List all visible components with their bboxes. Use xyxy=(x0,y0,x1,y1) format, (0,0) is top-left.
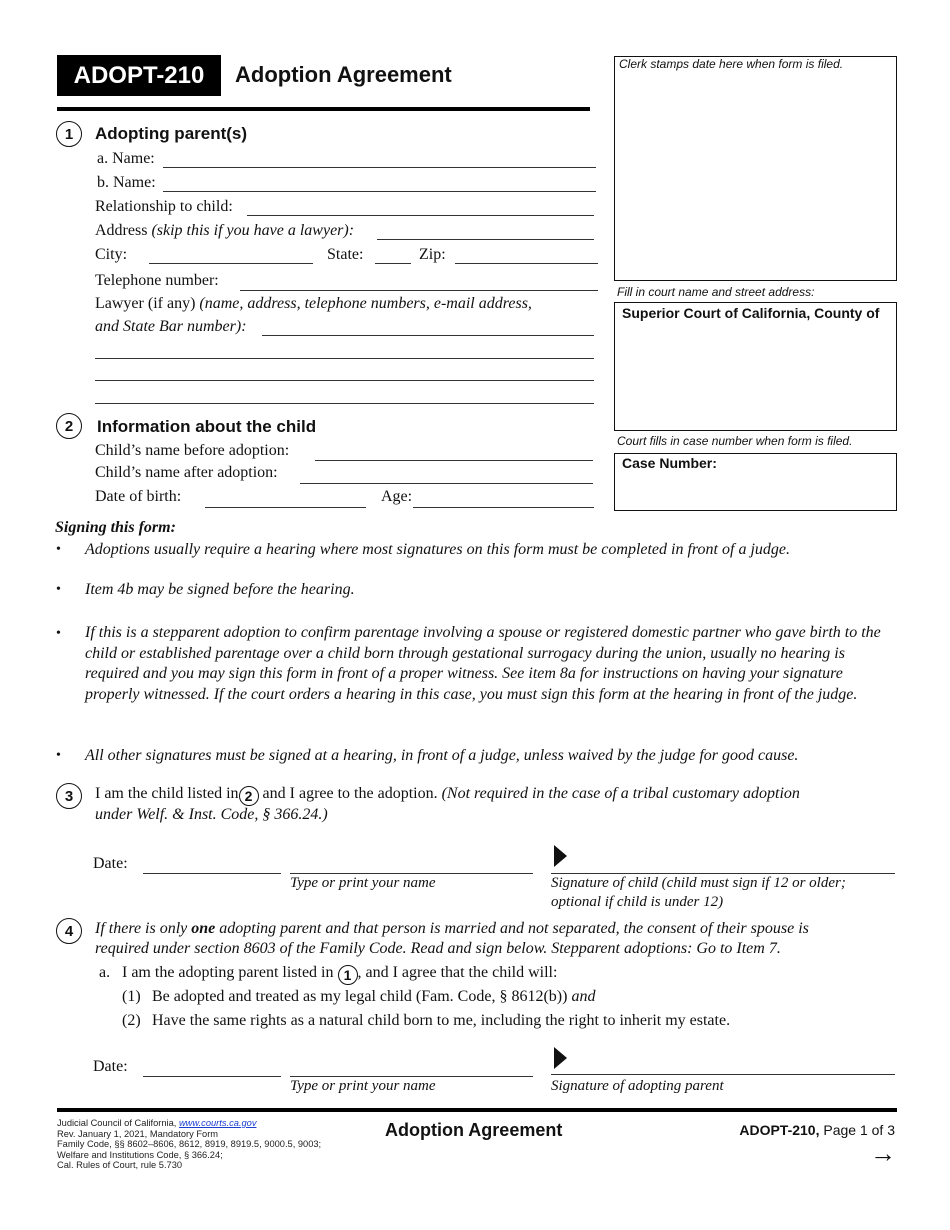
signing-heading: Signing this form: xyxy=(55,519,176,536)
lawyer-field-2[interactable] xyxy=(95,358,594,359)
spouse-consent-intro xyxy=(95,921,809,937)
item-4a-text-1: I am the adopting parent listed in xyxy=(122,964,334,981)
lawyer-field-3[interactable] xyxy=(95,380,594,381)
page-number: Page 1 of 3 xyxy=(823,1122,895,1138)
header-rule xyxy=(57,107,590,111)
child-signature-label-2: optional if child is under 12) xyxy=(551,894,724,910)
name-b-field[interactable] xyxy=(163,191,596,192)
next-page-arrow-icon[interactable]: → xyxy=(870,1138,896,1168)
item-4a2-text: Have the same rights as a natural child born to me, including the right to inherit my estate. xyxy=(152,1012,731,1029)
name-a-label: a. Name: xyxy=(97,150,155,167)
name-before-label: Child’s name before adoption: xyxy=(95,442,290,459)
item-ref-2: 2 xyxy=(239,786,259,806)
footer-rule xyxy=(57,1108,897,1112)
case-note: Court fills in case number when form is filed. xyxy=(617,434,853,448)
zip-field[interactable] xyxy=(455,263,598,264)
date-label-3: Date: xyxy=(93,855,128,872)
signing-bullet-1: Adoptions usually require a hearing where most signatures on this form must be completed in front of a judge. xyxy=(85,541,790,558)
item-4a-label: a. xyxy=(99,964,111,981)
signing-bullet-4: All other signatures must be signed at a hearing, in front of a judge, unless waived by the judge for good cause. xyxy=(85,747,799,764)
clerk-stamp-note: Clerk stamps date here when form is filed. xyxy=(619,57,844,71)
child-consent-text xyxy=(95,786,800,806)
form-id-badge: ADOPT-210 xyxy=(57,55,221,96)
item-number-2: 2 xyxy=(56,413,82,439)
sign-here-arrow-icon xyxy=(554,845,567,867)
dob-label: Date of birth: xyxy=(95,488,182,505)
item-number-3: 3 xyxy=(56,783,82,809)
bullet: • xyxy=(56,748,61,763)
state-field[interactable] xyxy=(375,263,411,264)
lawyer-text: Lawyer (if any) xyxy=(95,295,196,312)
telephone-label: Telephone number: xyxy=(95,272,219,289)
case-number-label: Case Number: xyxy=(622,455,717,471)
name-a-field[interactable] xyxy=(163,167,596,168)
signing-bullet-3: If this is a stepparent adoption to confirm parentage involving a spouse or registered domestic partner who gave birth to the child or established parentage over a child born through gestational surrogacy during the union, usually no hearing is required and you may sign this form in front of a proper witness. See item 8a for instructions on having your signature properly witnessed. If the court orders a hearing in this case, you must sign this form at the hearing in front of the judge. xyxy=(85,624,881,703)
footer-line-5: Cal. Rules of Court, rule 5.730 xyxy=(57,1160,183,1170)
name-after-label: Child’s name after adoption: xyxy=(95,464,278,481)
footer-form-id: ADOPT-210, xyxy=(739,1122,820,1138)
lawyer-note-2: and State Bar number): xyxy=(95,318,247,335)
date-field-4[interactable] xyxy=(143,1076,281,1077)
footer-title: Adoption Agreement xyxy=(385,1120,563,1140)
court-name-box[interactable] xyxy=(614,302,897,431)
item-4a1-number: (1) xyxy=(122,988,141,1005)
footer-line-2: Rev. January 1, 2021, Mandatory Form xyxy=(57,1128,219,1139)
print-name-field-4[interactable] xyxy=(290,1076,533,1077)
telephone-field[interactable] xyxy=(240,290,598,291)
footer-line-4: Welfare and Institutions Code, § 366.24; xyxy=(57,1149,223,1160)
parent-signature-field[interactable] xyxy=(551,1074,895,1075)
name-after-field[interactable] xyxy=(300,483,593,484)
court-label: Superior Court of California, County of xyxy=(622,305,880,321)
intro-emphasis: one xyxy=(191,920,216,937)
relationship-label: Relationship to child: xyxy=(95,198,233,215)
child-signature-field[interactable] xyxy=(551,873,895,874)
city-label: City: xyxy=(95,246,128,263)
item-4a1-body: Be adopted and treated as my legal child (Fam. Code, § 8612(b)) xyxy=(152,988,568,1005)
spouse-consent-intro-2: required under section 8603 of the Family Code. Read and sign below. Stepparent adoptions: Go to Item 7. xyxy=(95,940,781,957)
clerk-stamp-box xyxy=(614,56,897,281)
courts-link[interactable]: www.courts.ca.gov xyxy=(178,1118,257,1128)
city-field[interactable] xyxy=(149,263,313,264)
date-field-3[interactable] xyxy=(143,873,281,874)
consent-text-1: I am the child listed in xyxy=(95,785,239,802)
sign-here-arrow-icon xyxy=(554,1047,567,1069)
name-before-field[interactable] xyxy=(315,460,593,461)
section-heading-child-info: Information about the child xyxy=(97,417,317,436)
intro-text: If there is only xyxy=(95,920,192,937)
state-label: State: xyxy=(327,246,364,263)
footer-line-1: Judicial Council of California, xyxy=(57,1118,177,1128)
age-field[interactable] xyxy=(413,507,594,508)
item-number-1: 1 xyxy=(56,121,82,147)
address-field[interactable] xyxy=(377,239,594,240)
item-4a1-and: and xyxy=(571,988,596,1005)
form-title: Adoption Agreement xyxy=(235,62,452,87)
footer-info xyxy=(57,1118,321,1171)
age-label: Age: xyxy=(381,488,413,505)
date-label-4: Date: xyxy=(93,1058,128,1075)
item-ref-1: 1 xyxy=(338,965,358,985)
court-note: Fill in court name and street address: xyxy=(617,285,815,299)
zip-label: Zip: xyxy=(419,246,446,263)
print-name-label-4: Type or print your name xyxy=(290,1078,436,1094)
parent-signature-label: Signature of adopting parent xyxy=(551,1078,724,1094)
relationship-field[interactable] xyxy=(247,215,594,216)
child-signature-label: Signature of child (child must sign if 12 or older; xyxy=(551,875,846,891)
address-note: (skip this if you have a lawyer): xyxy=(151,222,355,239)
item-4a-text xyxy=(122,965,557,985)
bullet: • xyxy=(56,542,61,557)
intro-text-cont: adopting parent and that person is married and not separated, the consent of their spouse is xyxy=(215,920,809,937)
item-4a-text-2: , and I agree that the child will: xyxy=(357,964,558,981)
consent-note: (Not required in the case of a tribal customary adoption xyxy=(441,785,800,802)
lawyer-note: (name, address, telephone numbers, e-mail address, xyxy=(199,295,532,312)
bullet: • xyxy=(56,582,61,597)
lawyer-field-4[interactable] xyxy=(95,403,594,404)
name-b-label: b. Name: xyxy=(97,174,156,191)
lawyer-field-1[interactable] xyxy=(262,335,594,336)
item-4a2-number: (2) xyxy=(122,1012,141,1029)
bullet: • xyxy=(56,626,61,641)
item-4a1-text xyxy=(152,989,595,1005)
address-text: Address xyxy=(95,222,148,239)
footer-line-3: Family Code, §§ 8602–8606, 8612, 8919, 8919.5, 9000.5, 9003; xyxy=(57,1139,322,1149)
address-label xyxy=(95,223,354,239)
print-name-label-3: Type or print your name xyxy=(290,875,436,891)
section-heading-adopting-parents: Adopting parent(s) xyxy=(95,124,248,143)
item-number-4: 4 xyxy=(56,918,82,944)
dob-field[interactable] xyxy=(205,507,366,508)
print-name-field-3[interactable] xyxy=(290,873,533,874)
signing-bullet-2: Item 4b may be signed before the hearing. xyxy=(85,581,355,598)
footer-page-info xyxy=(739,1123,895,1137)
consent-text-2: and I agree to the adoption. xyxy=(262,785,438,802)
consent-note-2: under Welf. & Inst. Code, § 366.24.) xyxy=(95,806,328,823)
lawyer-label xyxy=(95,296,532,312)
